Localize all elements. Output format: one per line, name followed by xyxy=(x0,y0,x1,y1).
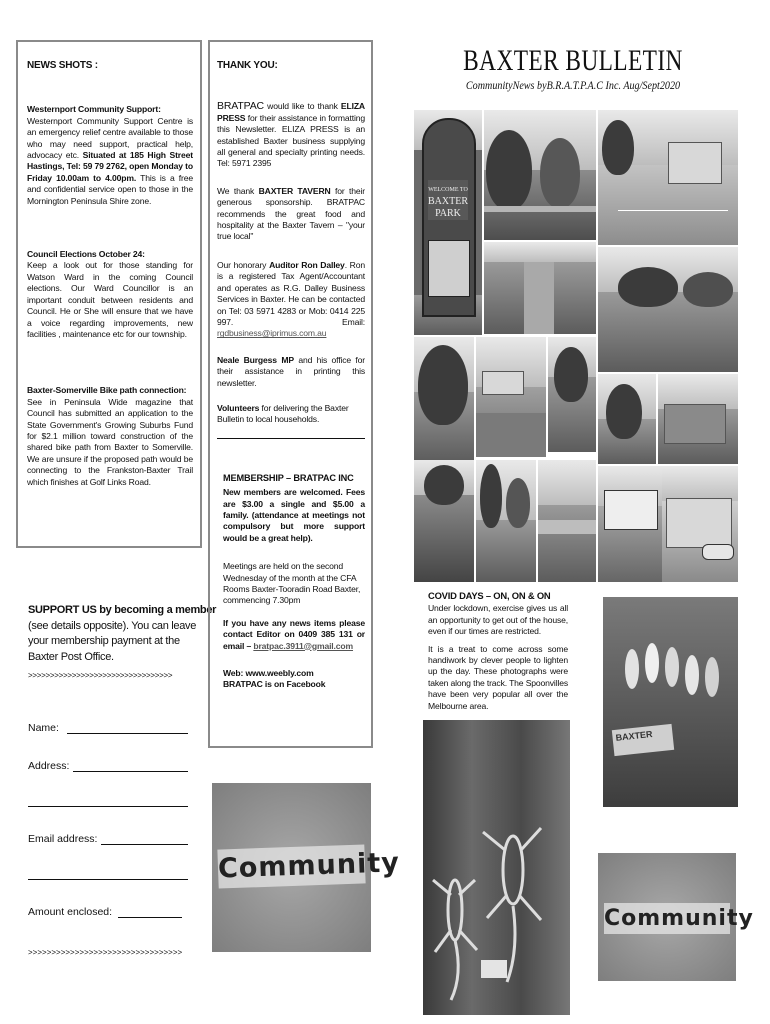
address-field-line2[interactable] xyxy=(28,794,188,807)
name-label: Name: xyxy=(28,722,59,734)
community-word-small: Community xyxy=(604,903,730,934)
news-shots-column xyxy=(27,60,193,488)
lizard-drawing-left xyxy=(433,880,477,1000)
westernport-body: Westernport Community Support Centre is an emergency relief centre available to those who may need support, practical help, advocacy etc. Situated at 185 High Street Hastings, Tel: 59 79 2762, open Monday to Friday 10.00am to 4.00pm. This is a free and confidential service open to those in the Mornington Peninsula Shire zone. xyxy=(27,115,193,206)
support-arrows: >>>>>>>>>>>>>>>>>>>>>>>>>>>>>>>>> xyxy=(28,671,173,680)
support-section xyxy=(28,603,217,684)
bike-path-body: See in Peninsula Wide magazine that Council has submitted an application to the State Government's Growing Suburbs Fund for $2.1 million toward construction of the shared bike path from Baxter to Somerville. We are unsure if the proposed path would be connecting to the Frankston-Baxter Trail which finishes at Golf Links Road. xyxy=(27,396,193,487)
email-label: Email address: xyxy=(28,833,98,845)
photo-bus-truck xyxy=(598,466,662,582)
amount-label: Amount enclosed: xyxy=(28,906,113,918)
lizard-drawing-right xyxy=(483,828,541,982)
covid-p2: It is a treat to come across some handiwork by clever people to lighten up the day. These photographs were taken along the track. The Spoonvilles have been very popular all over the Melbourne area. xyxy=(428,643,568,711)
membership-body: New members are welcomed. Fees are $3.00 a single and $5.00 a family. (attendance at meetings not compulsory but more support would be a great help). xyxy=(223,487,365,543)
photo-street-2 xyxy=(476,337,546,457)
news-shots-heading: NEWS SHOTS : xyxy=(27,60,98,71)
photo-park-trees xyxy=(484,110,596,240)
photo-street-3 xyxy=(548,337,596,452)
photo-baxter-park-sign xyxy=(414,110,482,335)
member-form xyxy=(28,718,188,957)
photo-paddock xyxy=(598,247,738,372)
thank-you-column xyxy=(217,60,365,691)
park-sign-line1: WELCOME TO xyxy=(428,187,468,193)
contact-email-link[interactable]: bratpac.3911@gmail.com xyxy=(253,640,354,651)
support-body: (see details opposite). You can leave your membership payment at the Baxter Post Office. xyxy=(28,619,197,663)
eliza-press-text: BRATPAC would like to thank ELIZA PRESS for their assistance in formatting this Newsletter. ELIZA PRESS is an established Baxter business supplying all general and specialty printing needs. Tel: 5971 2395 xyxy=(217,100,365,169)
photo-tree-trunk-art xyxy=(423,720,570,1015)
photo-street-1 xyxy=(414,337,474,462)
photo-trees-pond xyxy=(476,460,536,582)
bulletin-subtitle: CommunityNews byB.R.A.T.P.A.C Inc. Aug/Sept2020 xyxy=(465,80,681,92)
email-field-line2[interactable] xyxy=(28,867,188,880)
auditor-text: Our honorary Auditor Ron Dalley. Ron is a registered Tax Agent/Accountant and operates as R.G. Dalley Business Services in Baxter. He can be contacted on Tel: 03 5971 4283 or Mob: 0414 225 997. Email: rgdbusiness@iprimus.com.au xyxy=(217,259,365,339)
email-field[interactable] xyxy=(101,832,188,845)
masthead xyxy=(418,44,728,92)
community-word-large: Community xyxy=(217,844,365,888)
address-field[interactable] xyxy=(73,759,188,772)
photo-spoonville xyxy=(603,597,738,807)
spoonville-sign: BAXTER xyxy=(612,724,674,756)
photo-brick-building xyxy=(658,374,738,464)
address-label: Address: xyxy=(28,760,70,772)
photo-trees-field xyxy=(414,460,474,582)
contact-text: If you have any news items please contact Editor on 0409 385 131 or email – bratpac.3911@gmail.com xyxy=(223,617,365,651)
photo-church xyxy=(598,374,656,464)
neale-burgess-text: Neale Burgess MP and his office for their assistance in printing this newsletter. xyxy=(217,354,365,388)
westernport-title: Westernport Community Support: xyxy=(27,104,161,115)
auditor-email-link[interactable]: rgdbusiness@iprimus.com.au xyxy=(217,328,327,339)
photo-corner-store xyxy=(662,466,738,582)
park-sign-line2: BAXTER PARK xyxy=(428,196,468,219)
form-arrows: >>>>>>>>>>>>>>>>>>>>>>>>>>>>>>>>> xyxy=(28,948,183,957)
membership-title: MEMBERSHIP – BRATPAC INC xyxy=(223,472,354,483)
web-text: Web: www.weebly.com xyxy=(223,668,314,679)
tavern-text: We thank BAXTER TAVERN for their generous sponsorship. BRATPAC recommends the great food and hospitality at the Baxter Tavern – "your true local" xyxy=(217,185,365,242)
facebook-text: BRATPAC is on Facebook xyxy=(223,679,326,690)
council-body: Keep a look out for those standing for Watson Ward in the coming Council elections. Our Ward Councillor is an important conduit between residents and Council. He or She will ensure that we have a voice regarding improvements, new facilities , maintenance etc for our township. xyxy=(27,260,193,339)
covid-p1: Under lockdown, exercise gives us all an opportunity to get out of the house, even if our times are restricted. xyxy=(428,603,568,637)
community-wordart-large xyxy=(212,783,401,952)
amount-field[interactable] xyxy=(118,905,182,918)
community-wordart-small xyxy=(598,853,754,981)
council-title: Council Elections October 24: xyxy=(27,249,145,260)
meetings-text: Meetings are held on the second Wednesday of the month at the CFA Rooms Baxter-Tooradin Road Baxter, commencing 7.30pm xyxy=(223,561,361,606)
volunteers-text: Volunteers for delivering the Baxter Bulletin to local households. xyxy=(217,402,349,425)
name-field[interactable] xyxy=(67,721,188,734)
covid-title: COVID DAYS – ON, ON & ON xyxy=(428,590,551,601)
thank-you-heading: THANK YOU: xyxy=(217,60,278,71)
bike-path-title: Baxter-Somerville Bike path connection: xyxy=(27,385,187,396)
photo-shops xyxy=(598,110,738,245)
support-title: SUPPORT US by becoming a member xyxy=(28,604,217,616)
photo-grass-road xyxy=(484,242,596,334)
bulletin-title: BAXTER BULLETIN xyxy=(463,44,683,77)
photo-road-field xyxy=(538,460,596,582)
covid-section xyxy=(428,590,568,712)
